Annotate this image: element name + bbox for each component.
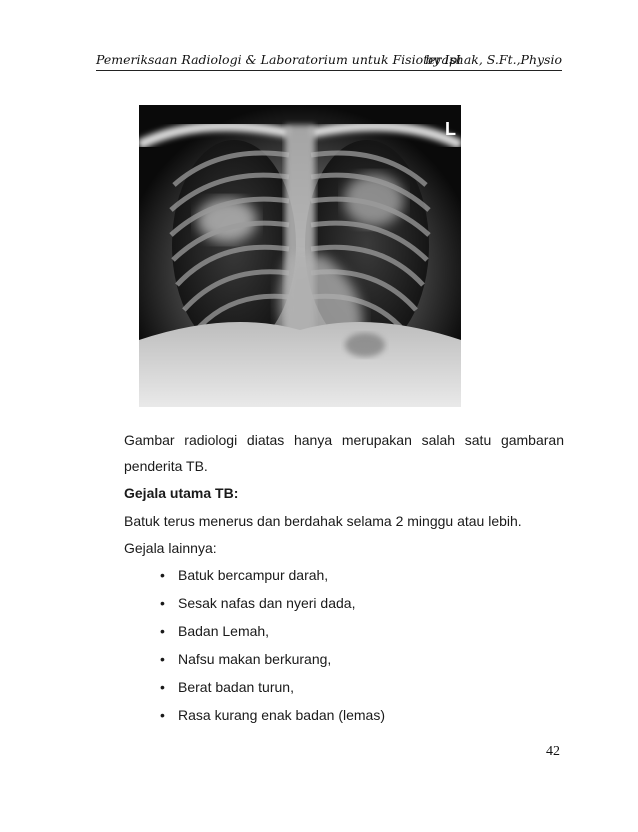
- bullet-icon: •: [160, 651, 165, 667]
- page-number: 42: [546, 744, 560, 759]
- bullet-icon: •: [160, 679, 165, 695]
- section-heading: Gejala utama TB:: [124, 485, 239, 501]
- list-item: • Berat badan turun,: [160, 679, 294, 695]
- other-symptoms-label: Gejala lainnya:: [124, 540, 217, 556]
- main-symptom: Batuk terus menerus dan berdahak selama 2 minggu atau lebih.: [124, 513, 522, 529]
- bullet-icon: •: [160, 707, 165, 723]
- list-item: • Batuk bercampur darah,: [160, 567, 329, 583]
- header-author: by Ishak, S.Ft.,Physio: [425, 52, 562, 67]
- list-item: • Badan Lemah,: [160, 623, 270, 639]
- chest-xray-image: [139, 105, 461, 407]
- symptom-list: [124, 566, 564, 734]
- page-header: [96, 48, 562, 71]
- header-title: Pemeriksaan Radiologi & Laboratorium untuk Fisioterapi: [96, 52, 461, 67]
- list-item: • Sesak nafas dan nyeri dada,: [160, 595, 356, 611]
- bullet-icon: •: [160, 567, 165, 583]
- bullet-icon: •: [160, 623, 165, 639]
- caption-line-2: penderita TB.: [124, 458, 208, 474]
- list-item: • Nafsu makan berkurang,: [160, 651, 332, 667]
- caption-line-1: Gambar radiologi diatas hanya merupakan salah satu gambaran: [124, 432, 564, 448]
- bullet-icon: •: [160, 595, 165, 611]
- list-item: • Rasa kurang enak badan (lemas): [160, 707, 386, 723]
- xray-side-marker: L: [445, 119, 456, 139]
